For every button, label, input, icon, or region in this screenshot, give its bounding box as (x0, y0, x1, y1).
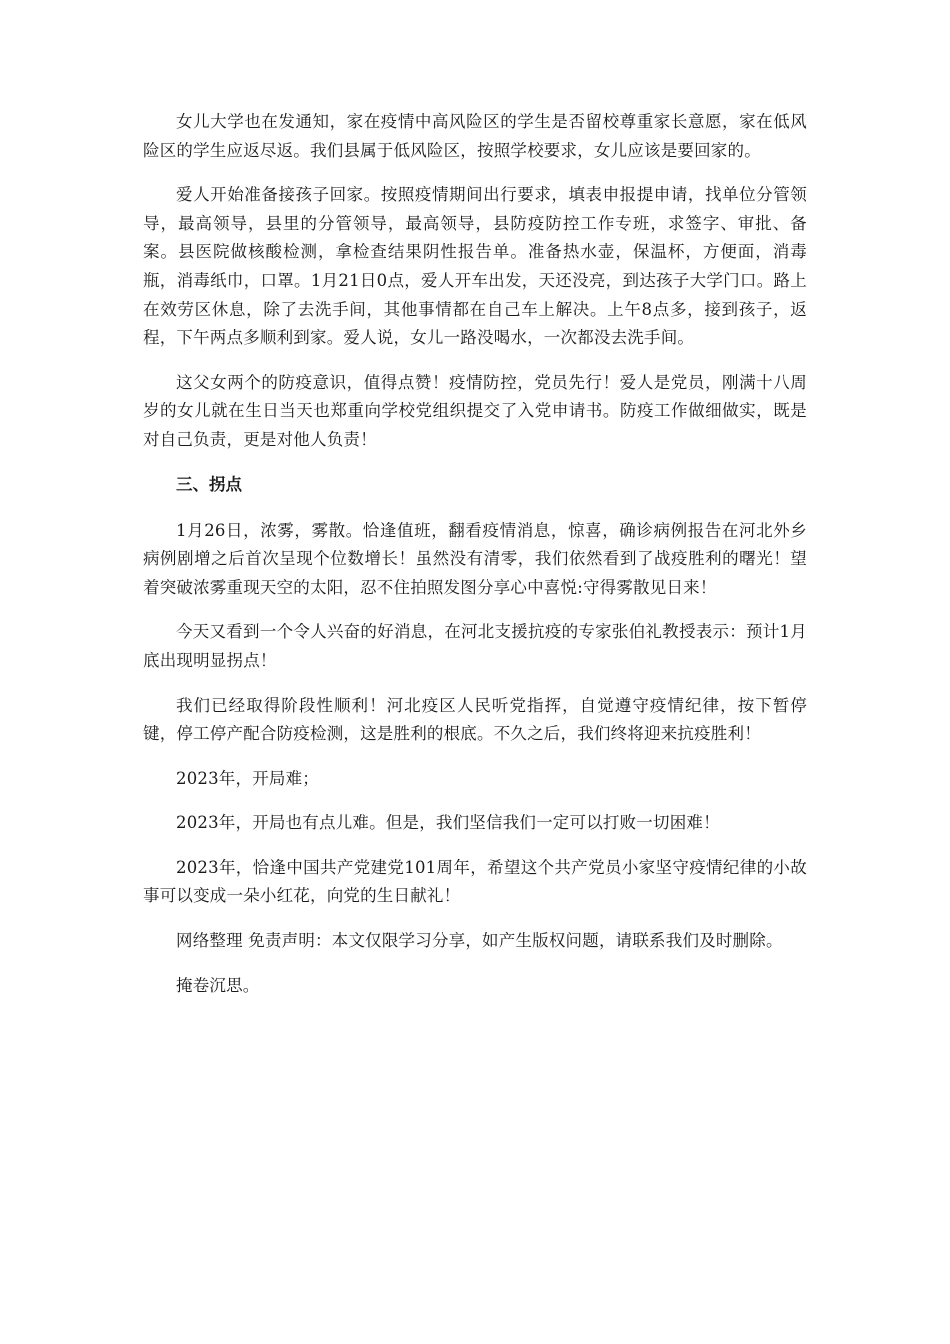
paragraph-phased-success: 我们已经取得阶段性顺利！河北疫区人民听党指挥，自觉遵守疫情纪律，按下暂停键，停工停产配合防疫检测，这是胜利的根底。不久之后，我们终将迎来抗疫胜利！ (143, 695, 807, 744)
paragraph-expert-news: 今天又看到一个令人兴奋的好消息，在河北支援抗疫的专家张伯礼教授表示：预计1月底出现明显拐点！ (143, 622, 807, 670)
document-page (143, 108, 807, 1016)
paragraph-2023-believe: 2023年，开局也有点儿难。但是，我们坚信我们一定可以打败一切困难！ (176, 813, 720, 833)
paragraph-2023-party-anniversary: 2023年，恰逢中国共产党建党101周年，希望这个共产党员小家坚守疫情纪律的小故事可以变成一朵小红花，向党的生日献礼！ (143, 857, 807, 906)
paragraph-2023-hard-start: 2023年，开局难； (176, 768, 319, 788)
paragraph-daughter-university-notice: 女儿大学也在发通知，家在疫情中高风险区的学生是否留校尊重家长意愿，家在低风险区的学生应返尽返。我们县属于低风险区，按照学校要求，女儿应该是要回家的。 (143, 112, 807, 160)
paragraph-disclaimer: 网络整理 免责声明：本文仅限学习分享，如产生版权问题，请联系我们及时删除。 (176, 931, 783, 951)
paragraph-praise-awareness: 这父女两个的防疫意识，值得点赞！疫情防控，党员先行！爱人是党员，刚满十八周岁的女儿就在生日当天也郑重向学校党组织提交了入党申请书。防疫工作做细做实，既是对自己负责，更是对他人负责！ (143, 372, 807, 449)
paragraph-jan-26: 1月26日，浓雾，雾散。恰逢值班，翻看疫情消息，惊喜，确诊病例报告在河北外乡病例剧增之后首次呈现个位数增长！虽然没有清零，我们依然看到了战疫胜利的曙光！望着突破浓雾重现天空的太阳，忍不住拍照发图分享心中喜悦:守得雾散见日来！ (143, 520, 807, 597)
paragraph-closing: 掩卷沉思。 (176, 975, 260, 995)
paragraph-pickup-journey: 爱人开始准备接孩子回家。按照疫情期间出行要求，填表申报提申请，找单位分管领导，最高领导，县里的分管领导，最高领导，县防疫防控工作专班，求签字、审批、备案。县医院做核酸检测，拿检查结果阴性报告单。准备热水壶，保温杯，方便面，消毒瓶，消毒纸巾，口罩。1月21日0点，爱人开车出发，天还没亮，到达孩子大学门口。路上在效劳区休息，除了去洗手间，其他事情都在自己车上解决。上午8点多，接到孩子，返程，下午两点多顺利到家。爱人说，女儿一路没喝水，一次都没去洗手间。 (143, 185, 807, 348)
section-heading-turning-point: 三、拐点 (176, 474, 242, 494)
